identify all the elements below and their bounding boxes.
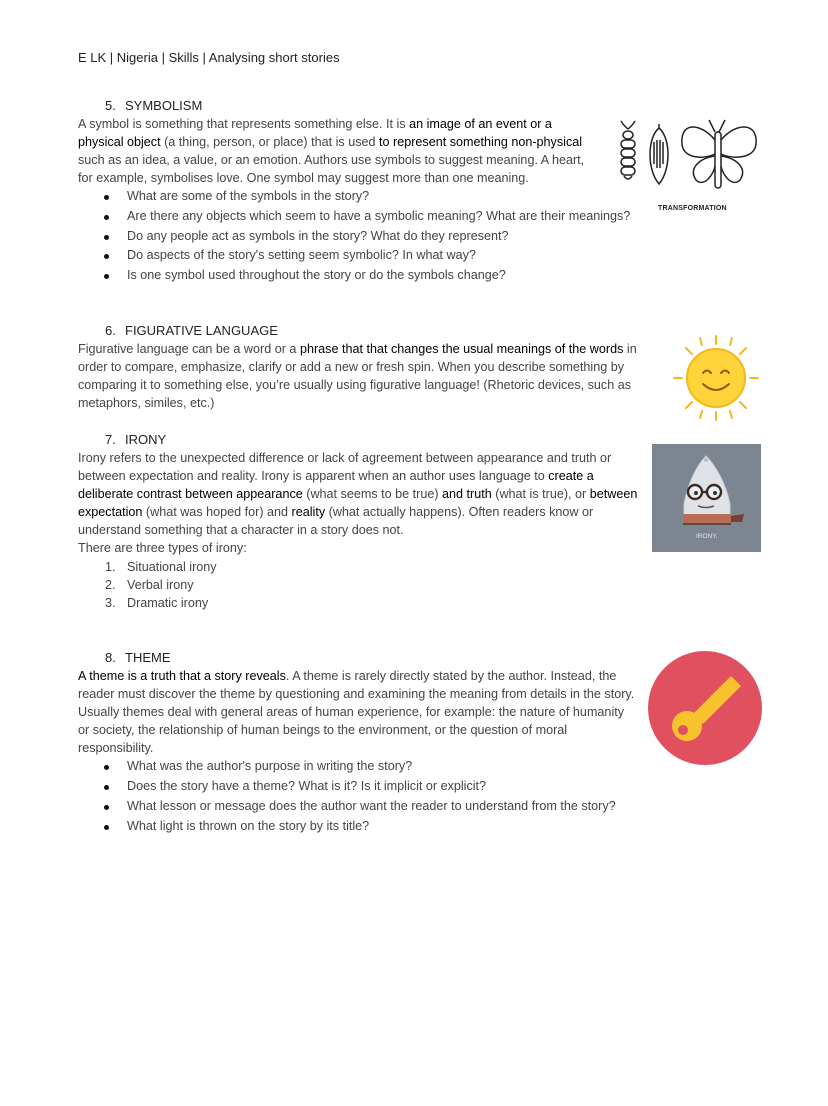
list-item: What was the author's purpose in writing the story? [78, 757, 638, 777]
paragraph-emphasis: and truth [442, 487, 492, 502]
list-number: 3. [105, 595, 116, 610]
bullet-list [78, 757, 638, 836]
list-item: What light is thrown on the story by its title? [78, 817, 638, 837]
list-item: Do any people act as symbols in the story? What do they represent? [78, 227, 598, 247]
paragraph-text: Irony refers to the unexpected difference or lack of agreement between appearance and truth or between expectation and reality. Irony is apparent when an author uses language to [78, 451, 612, 484]
section-title-text: IRONY [125, 432, 167, 447]
paragraph-emphasis: between expectation [78, 487, 638, 520]
page-header: E LK | Nigeria | Skills | Analysing short stories [78, 50, 340, 65]
section-title-text: THEME [125, 650, 171, 665]
section-paragraph [78, 115, 598, 187]
list-item [78, 558, 638, 576]
paragraph-emphasis: an image of an event or a physical object [78, 117, 552, 150]
section-number: 7. [105, 432, 116, 447]
section-paragraph [78, 667, 638, 757]
paragraph-text: (what seems to be true) [302, 487, 443, 502]
section-number: 6. [105, 323, 116, 338]
paragraph-text: A symbol is something that represents something else. It is [78, 117, 410, 131]
paragraph-text: (what was hoped for) and [142, 505, 292, 520]
list-item [78, 594, 638, 612]
paragraph-text: . A theme is rarely directly stated by the author. Instead, the reader must discover the theme by questioning and examining the meaning from details in the story. Usually themes deal with general areas of human experience, for example: the nature of humanity or society, the relationship of human beings to the environment, or the question of moral responsibility. [78, 669, 635, 756]
list-label: Dramatic irony [127, 595, 209, 610]
paragraph-emphasis: create a deliberate contrast between appearance [78, 469, 594, 502]
transformation-caption: TRANSFORMATION [658, 205, 727, 212]
paragraph-text: (what is true), or [491, 487, 590, 502]
theme-illustration [647, 650, 763, 766]
bullet-list [78, 187, 631, 286]
list-item: Do aspects of the story's setting seem symbolic? In what way? [78, 246, 598, 266]
list-item: Does the story have a theme? What is it? Is it implicit or explicit? [78, 777, 638, 797]
section-title [105, 323, 668, 338]
key-icon [647, 650, 763, 766]
irony-caption: IRONY. [696, 533, 718, 540]
list-item: What are some of the symbols in the story? [78, 187, 598, 207]
sun-illustration [670, 332, 762, 424]
paragraph-emphasis: to represent something non-physical [379, 135, 583, 150]
section-paragraph [78, 340, 668, 412]
section-theme [78, 650, 638, 836]
list-number: 1. [105, 559, 116, 574]
paragraph-text: (what actually happens). Often readers know or understand something that a character in a story does not. [78, 505, 594, 538]
paragraph-emphasis: phrase that that changes the usual meanings of the words [299, 342, 624, 356]
section-title-text: SYMBOLISM [125, 98, 203, 113]
list-item [78, 576, 638, 594]
paragraph-emphasis: A theme is a truth that a story reveals [78, 669, 286, 683]
section-irony [78, 432, 638, 612]
paragraph-text: (a thing, person, or place) that is used [160, 135, 380, 150]
caterpillar-chrysalis-butterfly-icon [612, 118, 772, 218]
section-title [105, 432, 638, 447]
list-item: Is one symbol used throughout the story or do the symbols change? [78, 266, 598, 286]
section-title [105, 98, 598, 113]
irony-types-list [78, 558, 638, 613]
list-label: Situational irony [127, 559, 217, 574]
list-number: 2. [105, 577, 116, 592]
section-figurative-language [78, 323, 668, 412]
list-label: Verbal irony [127, 577, 194, 592]
paragraph-text: Figurative language can be a word or a [78, 342, 300, 356]
list-item: Are there any objects which seem to have a symbolic meaning? What are their meanings? [78, 207, 598, 227]
irony-illustration [652, 444, 761, 552]
smiling-sun-icon [670, 332, 762, 424]
section-number: 8. [105, 650, 116, 665]
section-number: 5. [105, 98, 116, 113]
transformation-illustration [612, 118, 772, 218]
paragraph-emphasis: reality [291, 505, 326, 520]
paragraph-text: in order to compare, emphasize, clarify or add a new or fresh spin. When you describe something by comparing it to something else, you’re usually using figurative language! (Rhetoric devices, such as metaphors, similes, etc.) [78, 342, 637, 411]
section-title-text: FIGURATIVE LANGUAGE [125, 323, 278, 338]
section-title [105, 650, 638, 665]
section-paragraph [78, 449, 638, 539]
paragraph-text: such as an idea, a value, or an emotion. Authors use symbols to suggest meaning. A heart, for example, symbolises love. One symbol may suggest more than one meaning. [78, 153, 585, 186]
irony-types-intro: There are three types of irony: [78, 541, 247, 556]
list-item: What lesson or message does the author want the reader to understand from the story? [78, 797, 638, 817]
section-symbolism [78, 98, 631, 286]
